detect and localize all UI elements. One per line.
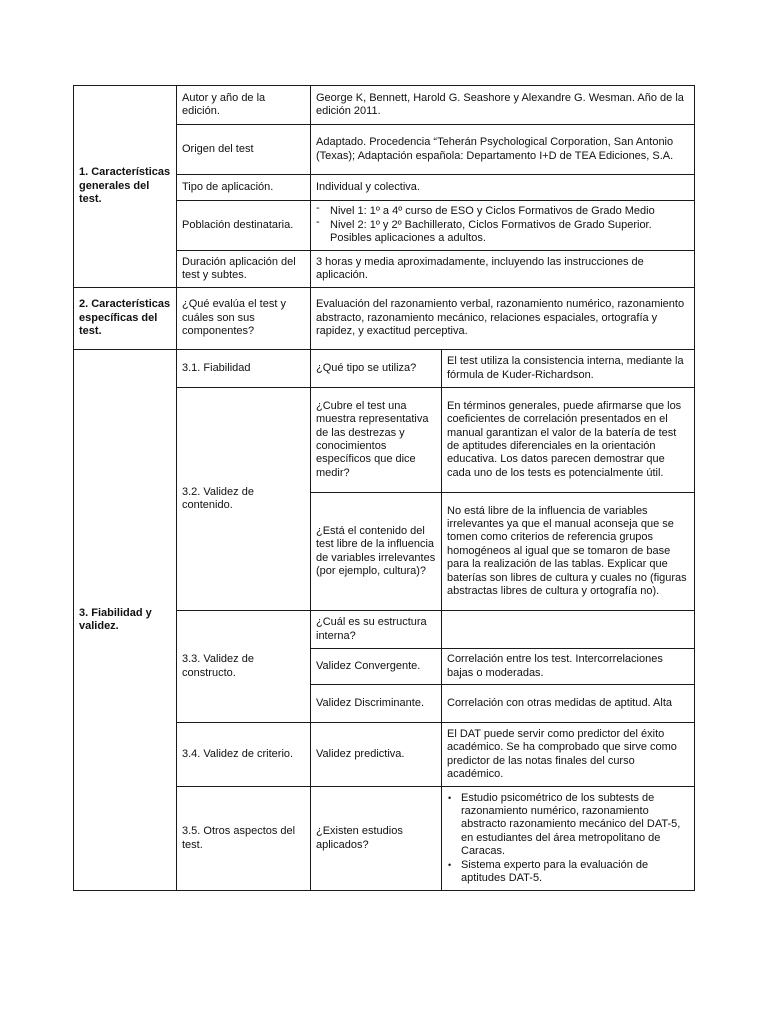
constructo-label: 3.3. Validez de constructo. (177, 611, 311, 723)
otros-label: 3.5. Otros aspectos del test. (177, 787, 311, 891)
row-especificas (74, 288, 695, 350)
duracion-label: Duración aplicación del test y subtes. (177, 251, 311, 288)
contenido-label: 3.2. Validez de contenido. (177, 388, 311, 611)
especificas-answer: Evaluación del razonamiento verbal, razonamiento numérico, razonamiento abstracto, razonamiento mecánico, relaciones espaciales, ortografía y rapidez, y exactitud perceptiva. (311, 288, 695, 350)
origen-label: Origen del test (177, 125, 311, 175)
row-fiabilidad (74, 350, 695, 388)
constructo-answer-1 (442, 611, 695, 649)
tipo-value: Individual y colectiva. (311, 175, 695, 201)
section-2-label: 2. Características específicas del test. (74, 288, 177, 350)
constructo-answer-3: Correlación con otras medidas de aptitud. Alta (442, 685, 695, 723)
section-3-label: 3. Fiabilidad y validez. (74, 350, 177, 891)
duracion-value: 3 horas y media aproximadamente, incluyendo las instrucciones de aplicación. (311, 251, 695, 288)
test-analysis-table (73, 85, 695, 891)
poblacion-label: Población destinataria. (177, 201, 311, 251)
constructo-answer-2: Correlación entre los test. Intercorrelaciones bajas o moderadas. (442, 649, 695, 685)
otros-item-1: • Estudio psicométrico de los subtests de razonamiento numérico, razonamiento abstracto razonamiento mecánico del DAT-5, en estudiantes del área metropolitano de Caracas. (447, 792, 689, 859)
constructo-question-3: Validez Discriminante. (311, 685, 442, 723)
contenido-answer-2: No está libre de la influencia de variables irrelevantes ya que el manual aconseja que se tomen como criterios de referencia grupos homogéneos al igual que se tomaron de base para la realización de las tablas. Explicar que baterías son libres de cultura y cuales no (figuras abstractas libres de cultura y ortografía no). (442, 493, 695, 611)
poblacion-item-2: - Nivel 2: 1º y 2º Bachillerato, Ciclos Formativos de Grado Superior. Posibles aplicaciones a adultos. (316, 219, 689, 246)
autor-value: George K, Bennett, Harold G. Seashore y Alexandre G. Wesman. Año de la edición 2011. (311, 86, 695, 125)
section-1-label: 1. Características generales del test. (74, 86, 177, 288)
criterio-label: 3.4. Validez de criterio. (177, 723, 311, 787)
criterio-question: Validez predictiva. (311, 723, 442, 787)
fiabilidad-question: ¿Qué tipo se utiliza? (311, 350, 442, 388)
otros-answer (442, 787, 695, 891)
constructo-question-2: Validez Convergente. (311, 649, 442, 685)
poblacion-value (311, 201, 695, 251)
criterio-answer: El DAT puede servir como predictor del éxito académico. Se ha comprobado que sirve como predictor de las notas finales del curso académico. (442, 723, 695, 787)
tipo-label: Tipo de aplicación. (177, 175, 311, 201)
constructo-question-1: ¿Cuál es su estructura interna? (311, 611, 442, 649)
contenido-question-2: ¿Está el contenido del test libre de la influencia de variables irrelevantes (por ejemplo, cultura)? (311, 493, 442, 611)
especificas-question: ¿Qué evalúa el test y cuáles son sus componentes? (177, 288, 311, 350)
contenido-question-1: ¿Cubre el test una muestra representativa de las destrezas y conocimientos específicos que dice medir? (311, 388, 442, 493)
fiabilidad-label: 3.1. Fiabilidad (177, 350, 311, 388)
autor-label: Autor y año de la edición. (177, 86, 311, 125)
poblacion-item-1: - Nivel 1: 1º a 4º curso de ESO y Ciclos Formativos de Grado Medio (316, 205, 689, 218)
fiabilidad-answer: El test utiliza la consistencia interna, mediante la fórmula de Kuder-Richardson. (442, 350, 695, 388)
otros-item-2: • Sistema experto para la evaluación de aptitudes DAT-5. (447, 859, 689, 886)
origen-value: Adaptado. Procedencia “Teherán Psychological Corporation, San Antonio (Texas); Adaptación española: Departamento I+D de TEA Ediciones, S.A. (311, 125, 695, 175)
contenido-answer-1: En términos generales, puede afirmarse que los coeficientes de correlación presentados en el manual garantizan el valor de la batería de test de aptitudes diferenciales en la orientación educativa. Los datos parecen demostrar que cada uno de los tests es potencialmente útil. (442, 388, 695, 493)
row-autor (74, 86, 695, 125)
otros-question: ¿Existen estudios aplicados? (311, 787, 442, 891)
